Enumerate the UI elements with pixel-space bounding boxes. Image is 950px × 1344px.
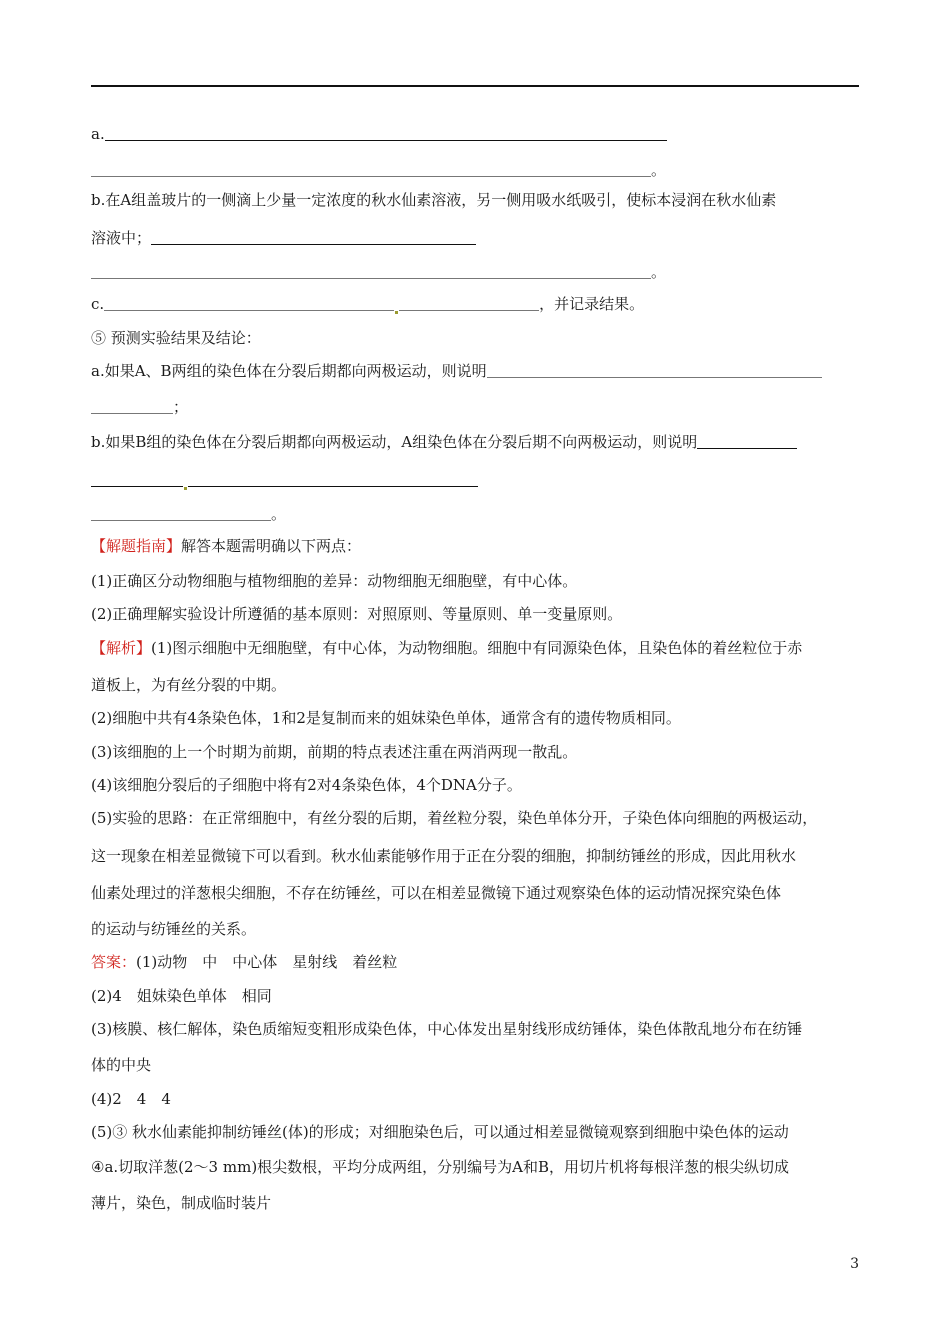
- answer-l7: ④a.切取洋葱(2～3 mm)根尖数根，平均分成两组，分别编号为A和B，用切片机将每根洋葱的根尖纵切成: [91, 1158, 790, 1176]
- guide-p2: (2)正确理解实验设计所遵循的基本原则：对照原则、等量原则、单一变量原则。: [91, 605, 623, 623]
- q-c-line: [91, 294, 644, 314]
- end-mark: 。: [651, 161, 667, 179]
- analysis-l1: [91, 638, 802, 658]
- analysis-l6: (5)实验的思路：在正常细胞中，有丝分裂的后期，着丝粒分裂，染色单体分开，子染色体向细胞的两极运动，: [91, 809, 818, 827]
- analysis-label: 【解析】: [91, 639, 152, 657]
- analysis-l2: 道板上，为有丝分裂的中期。: [91, 676, 287, 694]
- q-pa-line2: [91, 397, 188, 417]
- analysis-l7: 这一现象在相差显微镜下可以看到。秋水仙素能够作用于正在分裂的细胞，抑制纺锤丝的形成，因此用秋水: [91, 847, 797, 865]
- answer-l1: [91, 952, 397, 972]
- guide-label: 【解题指南】: [91, 537, 182, 555]
- answer-blank[interactable]: [91, 176, 651, 177]
- scan-dot: [184, 487, 187, 490]
- analysis-l5: (4)该细胞分裂后的子细胞中将有2对4条染色体，4个DNA分子。: [91, 776, 522, 794]
- answer-blank[interactable]: [399, 310, 539, 311]
- answer-blank[interactable]: [91, 520, 271, 521]
- answer-l8: 薄片，染色，制成临时装片: [91, 1194, 272, 1212]
- q-pb-text: b.如果B组的染色体在分裂后期都向两极运动，A组染色体在分裂后期不向两极运动，则说明: [91, 433, 698, 451]
- q-b-line: b.在A组盖玻片的一侧滴上少量一定浓度的秋水仙素溶液，另一侧用吸水纸吸引，使标本浸润在秋水仙素: [91, 191, 777, 209]
- answer-blank[interactable]: [151, 244, 476, 245]
- q-pb-line2: [91, 470, 478, 490]
- answer-blank[interactable]: [697, 448, 797, 449]
- analysis-l8: 仙素处理过的洋葱根尖细胞，不存在纺锤丝，可以在相差显微镜下通过观察染色体的运动情况探究染色体: [91, 884, 782, 902]
- q-b-line3: [91, 262, 666, 282]
- q-a-line: [91, 124, 667, 144]
- answer-blank[interactable]: [91, 486, 183, 487]
- q-pa-line: [91, 361, 822, 381]
- end-mark: 。: [271, 505, 287, 523]
- q-c-label: c.: [91, 295, 105, 313]
- answer-blank[interactable]: [91, 278, 651, 279]
- semicolon: ；: [173, 398, 189, 416]
- q-a-label: a.: [91, 125, 105, 143]
- answer-l5: (4)2 4 4: [91, 1090, 171, 1108]
- q-b-line2: [91, 228, 476, 248]
- q-pa-text: a.如果A、B两组的染色体在分裂后期都向两极运动，则说明: [91, 362, 487, 380]
- q-step5: ⑤ 预测实验结果及结论：: [91, 329, 261, 347]
- answer-l6: (5)③ 秋水仙素能抑制纺锤丝(体)的形成；对细胞染色后，可以通过相差显微镜观察到细胞中染色体的运动: [91, 1123, 789, 1141]
- guide-text: 解答本题需明确以下两点：: [181, 537, 362, 555]
- q-b-text2: 溶液中；: [91, 229, 152, 247]
- answer-blank[interactable]: [91, 413, 173, 414]
- guide-p1: (1)正确区分动物细胞与植物细胞的差异：动物细胞无细胞壁，有中心体。: [91, 572, 578, 590]
- q-a-line2: [91, 160, 666, 180]
- answer-l3: (3)核膜、核仁解体，染色质缩短变粗形成染色体，中心体发出星射线形成纺锤体，染色体散乱地分布在纺锤: [91, 1020, 803, 1038]
- analysis-text: (1)图示细胞中无细胞壁，有中心体，为动物细胞。细胞中有同源染色体，且染色体的着丝粒位于赤: [151, 639, 803, 657]
- answer-blank[interactable]: [105, 140, 667, 141]
- q-pb-line3: [91, 504, 286, 524]
- answer-blank[interactable]: [188, 486, 478, 487]
- answer-l4: 体的中央: [91, 1056, 152, 1074]
- q-c-suffix: ，并记录结果。: [539, 295, 645, 313]
- scan-dot: [395, 311, 398, 314]
- answer-blank[interactable]: [104, 310, 394, 311]
- answer-label: 答案：: [91, 953, 137, 971]
- answer-blank[interactable]: [487, 377, 822, 378]
- header-rule: [91, 85, 859, 87]
- q-pb-line: [91, 432, 797, 452]
- guide-heading: [91, 536, 361, 556]
- end-mark: 。: [651, 263, 667, 281]
- answer-text: (1)动物 中 中心体 星射线 着丝粒: [136, 953, 398, 971]
- analysis-l3: (2)细胞中共有4条染色体，1和2是复制而来的姐妹染色单体，通常含有的遗传物质相同。: [91, 709, 681, 727]
- analysis-l9: 的运动与纺锤丝的关系。: [91, 920, 257, 938]
- analysis-l4: (3)该细胞的上一个时期为前期，前期的特点表述注重在两消两现一散乱。: [91, 743, 578, 761]
- answer-l2: (2)4 姐妹染色单体 相同: [91, 987, 272, 1005]
- page-number: 3: [850, 1256, 859, 1272]
